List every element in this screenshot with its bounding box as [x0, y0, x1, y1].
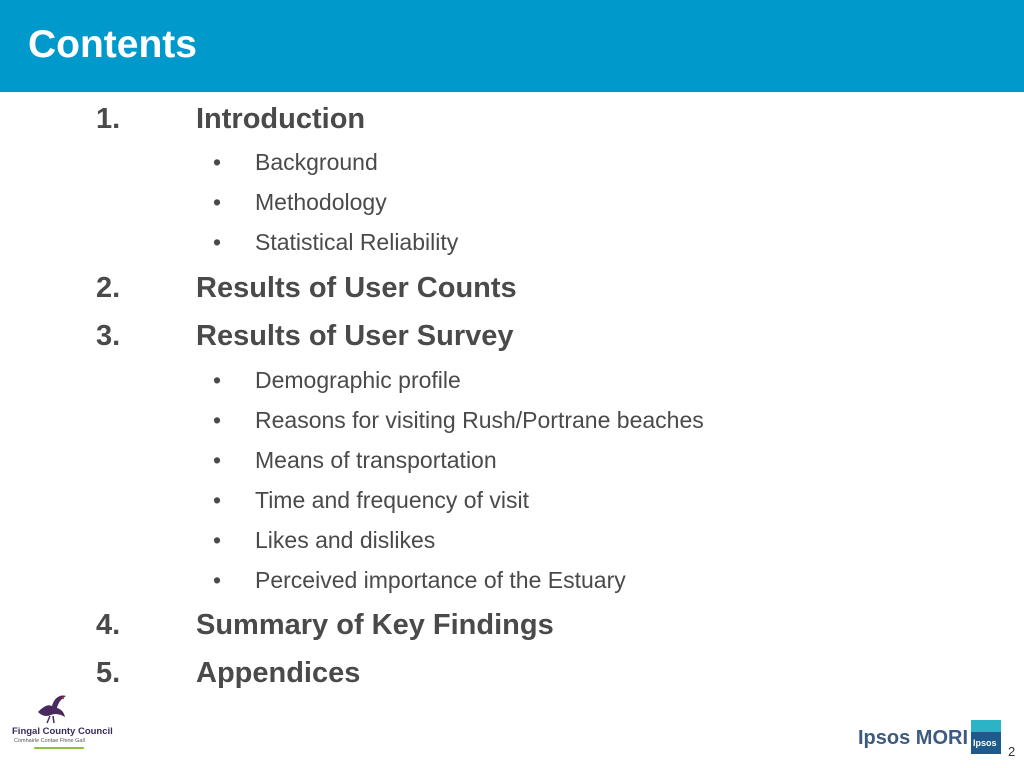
section-title: Appendices	[196, 657, 361, 689]
section-number: 3.	[96, 320, 121, 352]
toc-section-user-survey	[0, 318, 1000, 354]
ipsos-mori-wordmark: Ipsos MORI	[858, 727, 969, 749]
subitem-label: Demographic profile	[255, 367, 461, 393]
toc-subitem	[0, 147, 1000, 177]
toc-subitem	[0, 485, 1000, 515]
section-number: 5.	[96, 657, 121, 689]
fcc-name: Fingal County Council	[12, 726, 113, 737]
subitem-label: Perceived importance of the Estuary	[255, 567, 626, 593]
section-title: Introduction	[196, 103, 366, 135]
bullet-icon: •	[213, 527, 222, 553]
subitem-label: Statistical Reliability	[255, 229, 459, 255]
ipsos-badge-icon	[971, 720, 1001, 754]
toc-subitem	[0, 525, 1000, 555]
toc-subitem	[0, 565, 1000, 595]
bullet-icon: •	[213, 189, 222, 215]
ipsos-mori-logo	[858, 720, 1003, 754]
section-number: 4.	[96, 609, 121, 641]
subitem-label: Time and frequency of visit	[255, 487, 529, 513]
toc-section-key-findings	[0, 607, 1000, 643]
subitem-label: Background	[255, 149, 378, 175]
toc-subitem	[0, 445, 1000, 475]
fcc-underline	[34, 747, 84, 749]
subitem-label: Likes and dislikes	[255, 527, 436, 553]
page-title: Contents	[28, 23, 197, 66]
bullet-icon: •	[213, 447, 222, 473]
toc-subitem	[0, 405, 1000, 435]
toc-subitem	[0, 187, 1000, 217]
subitem-label: Methodology	[255, 189, 387, 215]
toc-subitem	[0, 227, 1000, 257]
page-number: 2	[1008, 744, 1016, 759]
section-title: Results of User Survey	[196, 320, 514, 352]
fingal-county-council-logo	[12, 692, 122, 756]
toc-section-appendices	[0, 655, 1000, 691]
bullet-icon: •	[213, 149, 222, 175]
bullet-icon: •	[213, 229, 222, 255]
ipsos-badge-top	[971, 720, 1001, 732]
section-number: 2.	[96, 272, 121, 304]
bird-icon	[34, 692, 70, 724]
fcc-irish-name: Comhairle Contae Fhine Gall	[14, 738, 85, 744]
toc-section-introduction	[0, 101, 1000, 137]
subitem-label: Reasons for visiting Rush/Portrane beaches	[255, 407, 704, 433]
toc-section-user-counts	[0, 270, 1000, 306]
section-number: 1.	[96, 103, 121, 135]
toc-subitem	[0, 365, 1000, 395]
bullet-icon: •	[213, 487, 222, 513]
bullet-icon: •	[213, 367, 222, 393]
subitem-label: Means of transportation	[255, 447, 497, 473]
bullet-icon: •	[213, 407, 222, 433]
ipsos-badge-text: Ipsos	[973, 738, 997, 748]
bullet-icon: •	[213, 567, 222, 593]
section-title: Summary of Key Findings	[196, 609, 554, 641]
section-title: Results of User Counts	[196, 272, 517, 304]
